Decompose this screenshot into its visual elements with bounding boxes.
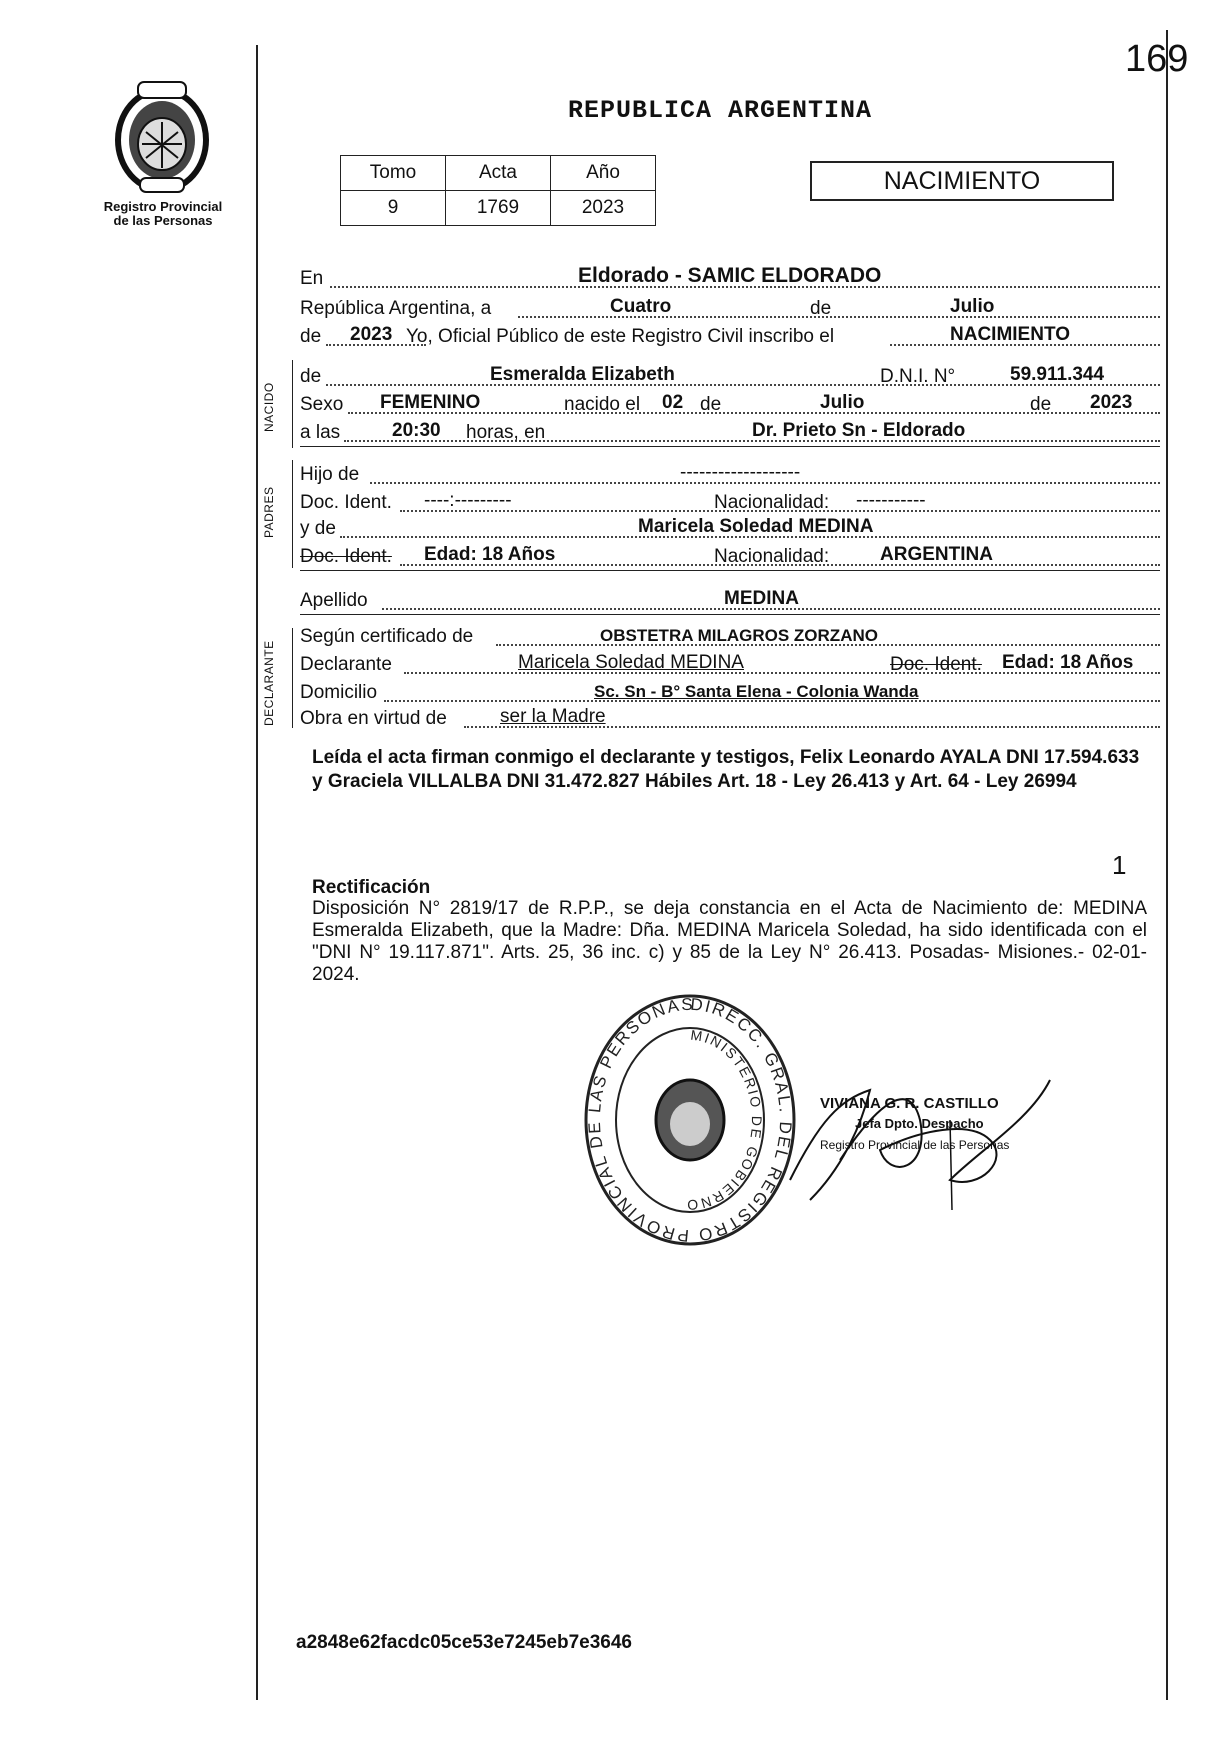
section-padres-label: PADRES <box>262 486 276 538</box>
act-kind-box: NACIMIENTO <box>810 161 1114 201</box>
row-nacido-name: de Esmeralda Elizabeth D.N.I. N° 59.911.344 <box>300 360 1160 390</box>
section-declarante-label: DECLARANTE <box>262 640 276 726</box>
closing-paragraph: Leída el acta firman conmigo el declarante y testigos, Felix Leonardo AYALA DNI 17.594.633 y Graciela VILLALBA DNI 31.472.827 Hábiles Art. 18 - Ley 26.413 y Art. 64 - Ley 26994 <box>312 747 1140 792</box>
row-hora: a las 20:30 horas, en Dr. Prieto Sn - Eldorado <box>300 416 1160 446</box>
signature-role: Jefa Dpto. Despacho <box>855 1116 984 1131</box>
row-domicilio: Domicilio Sc. Sn - B° Santa Elena - Colonia Wanda <box>300 676 1160 706</box>
surname-value: MEDINA <box>724 588 799 609</box>
signature-name: VIVIANA G. R. CASTILLO <box>820 1095 999 1112</box>
official-seal-icon <box>580 990 800 1250</box>
anio-header: Año <box>551 156 656 191</box>
tomo-value: 9 <box>341 191 446 226</box>
rectificacion-number: 1 <box>1112 850 1127 880</box>
row-apellido: Apellido MEDINA <box>300 584 1160 614</box>
document-hash: a2848e62facdc05ce53e7245eb7e3646 <box>296 1632 632 1653</box>
row-en: En Eldorado - SAMIC ELDORADO <box>300 262 1160 292</box>
acta-value: 1769 <box>446 191 551 226</box>
right-margin-line <box>1166 30 1168 1700</box>
province-coat-of-arms-icon <box>108 78 216 198</box>
row-republica: República Argentina, a Cuatro de Julio <box>300 292 1160 322</box>
row-inscribe: de 2023 Yo, Oficial Público de este Registro Civil inscribo el NACIMIENTO <box>300 320 1160 350</box>
row-hijo: Hijo de ------------------- <box>300 458 1160 488</box>
row-doc-padre: Doc. Ident. ----:--------- Nacionalidad: ----------- <box>300 486 1160 516</box>
row-madre: y de Maricela Soledad MEDINA <box>300 512 1160 542</box>
row-obra: Obra en virtud de ser la Madre <box>300 702 1160 732</box>
tomo-header: Tomo <box>341 156 446 191</box>
row-declarante: Declarante Maricela Soledad MEDINA Doc. Ident. Edad: 18 Años <box>300 648 1160 678</box>
anio-value: 2023 <box>551 191 656 226</box>
left-margin-line <box>256 45 258 1700</box>
svg-text:MINISTERIO DE GOBIERNO: MINISTERIO DE GOBIERNO <box>685 1026 766 1214</box>
logo-caption: Registro Provincial de las Personas <box>103 199 223 228</box>
child-dni: 59.911.344 <box>1010 364 1105 385</box>
row-certificado: Según certificado de OBSTETRA MILAGROS ZORZANO <box>300 620 1160 650</box>
page-title: REPUBLICA ARGENTINA <box>567 96 873 125</box>
mother-name: Maricela Soledad MEDINA <box>638 516 874 537</box>
acta-header: Acta <box>446 156 551 191</box>
section-nacido-label: NACIDO <box>262 382 276 432</box>
svg-text:DIRECC. GRAL. DEL REGISTRO PRO: DIRECC. GRAL. DEL REGISTRO PROVINCIAL DE LAS PERSONAS <box>584 994 796 1246</box>
page-number: 169 <box>1125 38 1189 80</box>
rectificacion-title: Rectificación <box>312 877 431 898</box>
declarant-name: Maricela Soledad MEDINA <box>518 652 744 673</box>
child-name: Esmeralda Elizabeth <box>490 364 675 385</box>
signature-office: Registro Provincial de las Personas <box>820 1138 1010 1152</box>
place-value: Eldorado - SAMIC ELDORADO <box>578 264 882 287</box>
row-sexo: Sexo FEMENINO nacido el 02 de Julio de 2023 <box>300 388 1160 418</box>
registry-table <box>340 155 656 226</box>
rectificacion-text: Disposición N° 2819/17 de R.P.P., se deja constancia en el Acta de Nacimiento de: MEDINA Esmeralda Elizabeth, que la Madre: Dña. MEDINA Maricela Soledad, ha sido identificada con el "DNI N° 19.117.871". Arts. 25, 36 inc. c) y 85 de la Ley N° 26.413. Posadas- Misiones.- 02-01-2024. <box>312 898 1147 985</box>
row-doc-madre: Doc. Ident. Edad: 18 Años Nacionalidad: ARGENTINA <box>300 540 1160 570</box>
